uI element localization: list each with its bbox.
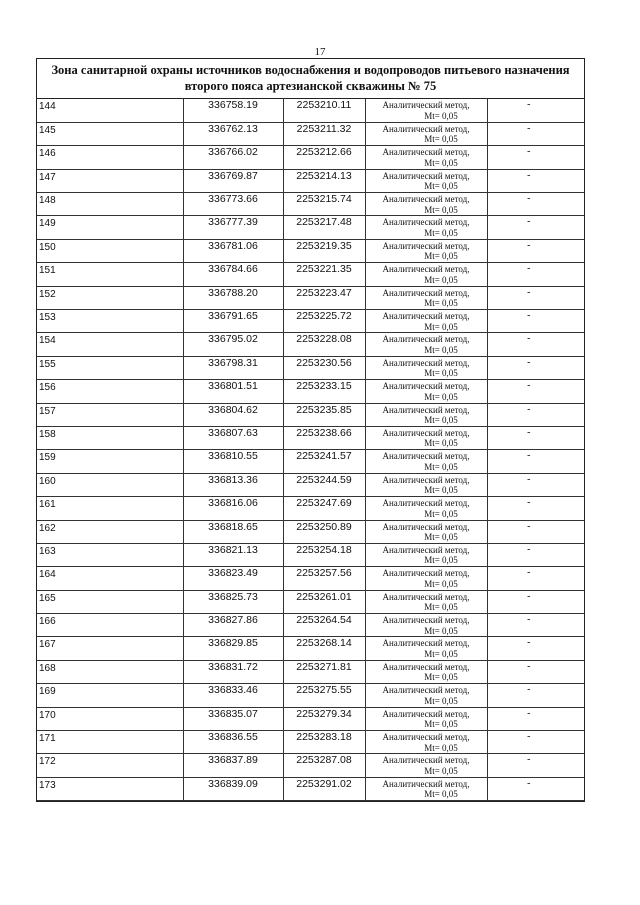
method-accuracy: Mt= 0,05 [424, 765, 458, 776]
empty-marker: - [487, 637, 584, 660]
point-number: 165 [37, 590, 183, 613]
coordinate-x: 336831.72 [183, 660, 283, 683]
method-accuracy: Mt= 0,05 [424, 555, 458, 566]
point-number: 162 [37, 520, 183, 543]
method-accuracy: Mt= 0,05 [424, 110, 458, 121]
table-row [37, 310, 584, 333]
method-cell [365, 450, 487, 473]
coordinate-x: 336825.73 [183, 590, 283, 613]
method-accuracy: Mt= 0,05 [424, 204, 458, 215]
method-accuracy: Mt= 0,05 [424, 719, 458, 730]
coordinate-x: 336801.51 [183, 380, 283, 403]
method-name: Аналитический метод, [382, 778, 470, 789]
coordinate-y: 2253244.59 [283, 473, 365, 496]
coordinate-x: 336791.65 [183, 310, 283, 333]
method-accuracy: Mt= 0,05 [424, 251, 458, 262]
coordinate-y: 2253235.85 [283, 403, 365, 426]
method-cell [365, 684, 487, 707]
empty-marker: - [487, 169, 584, 192]
coordinate-x: 336821.13 [183, 543, 283, 566]
empty-marker: - [487, 754, 584, 777]
empty-marker: - [487, 473, 584, 496]
coordinate-y: 2253268.14 [283, 637, 365, 660]
point-number: 149 [37, 216, 183, 239]
method-accuracy: Mt= 0,05 [424, 508, 458, 519]
method-name: Аналитический метод, [382, 381, 470, 392]
empty-marker: - [487, 777, 584, 800]
coordinate-y: 2253221.35 [283, 263, 365, 286]
table-row [37, 614, 584, 637]
coordinate-x: 336833.46 [183, 684, 283, 707]
method-name: Аналитический метод, [382, 521, 470, 532]
method-cell [365, 754, 487, 777]
table-row [37, 216, 584, 239]
method-accuracy: Mt= 0,05 [424, 438, 458, 449]
empty-marker: - [487, 684, 584, 707]
method-cell [365, 660, 487, 683]
method-accuracy: Mt= 0,05 [424, 274, 458, 285]
empty-marker: - [487, 543, 584, 566]
coordinate-y: 2253210.11 [283, 99, 365, 122]
method-cell [365, 707, 487, 730]
coordinate-y: 2253261.01 [283, 590, 365, 613]
method-name: Аналитический метод, [382, 264, 470, 275]
coordinate-y: 2253264.54 [283, 614, 365, 637]
point-number: 167 [37, 637, 183, 660]
coordinate-x: 336784.66 [183, 263, 283, 286]
table-row [37, 497, 584, 520]
method-name: Аналитический метод, [382, 474, 470, 485]
method-accuracy: Mt= 0,05 [424, 344, 458, 355]
point-number: 155 [37, 356, 183, 379]
point-number: 161 [37, 497, 183, 520]
point-number: 148 [37, 193, 183, 216]
method-cell [365, 99, 487, 122]
method-name: Аналитический метод, [382, 544, 470, 555]
coordinate-y: 2253211.32 [283, 122, 365, 145]
point-number: 158 [37, 426, 183, 449]
table-row [37, 263, 584, 286]
method-cell [365, 380, 487, 403]
method-accuracy: Mt= 0,05 [424, 134, 458, 145]
coordinate-x: 336762.13 [183, 122, 283, 145]
method-cell [365, 614, 487, 637]
coordinate-y: 2253219.35 [283, 239, 365, 262]
table-row [37, 146, 584, 169]
point-number: 159 [37, 450, 183, 473]
method-name: Аналитический метод, [382, 732, 470, 743]
empty-marker: - [487, 520, 584, 543]
table-row [37, 731, 584, 754]
coordinates-table-sheet [36, 58, 585, 802]
coordinate-y: 2253257.56 [283, 567, 365, 590]
method-accuracy: Mt= 0,05 [424, 227, 458, 238]
coordinate-y: 2253212.66 [283, 146, 365, 169]
coordinates-table [37, 99, 584, 801]
method-cell [365, 567, 487, 590]
method-accuracy: Mt= 0,05 [424, 415, 458, 426]
method-accuracy: Mt= 0,05 [424, 368, 458, 379]
method-name: Аналитический метод, [382, 661, 470, 672]
table-row [37, 286, 584, 309]
header-line-1: Зона санитарной охраны источников водоснабжения и водопроводов питьевого назначения [51, 63, 570, 77]
point-number: 163 [37, 543, 183, 566]
coordinate-x: 336795.02 [183, 333, 283, 356]
table-row [37, 707, 584, 730]
point-number: 171 [37, 731, 183, 754]
empty-marker: - [487, 263, 584, 286]
method-accuracy: Mt= 0,05 [424, 672, 458, 683]
coordinate-y: 2253275.55 [283, 684, 365, 707]
point-number: 172 [37, 754, 183, 777]
coordinate-y: 2253247.69 [283, 497, 365, 520]
method-name: Аналитический метод, [382, 638, 470, 649]
method-accuracy: Mt= 0,05 [424, 532, 458, 543]
header-line-2: второго пояса артезианской скважины № 75 [184, 79, 437, 93]
empty-marker: - [487, 380, 584, 403]
empty-marker: - [487, 707, 584, 730]
point-number: 152 [37, 286, 183, 309]
method-name: Аналитический метод, [382, 100, 470, 110]
method-accuracy: Mt= 0,05 [424, 742, 458, 753]
point-number: 154 [37, 333, 183, 356]
coordinate-x: 336813.36 [183, 473, 283, 496]
method-cell [365, 169, 487, 192]
method-cell [365, 543, 487, 566]
empty-marker: - [487, 731, 584, 754]
coordinate-y: 2253271.81 [283, 660, 365, 683]
table-row [37, 567, 584, 590]
method-name: Аналитический метод, [382, 123, 470, 134]
empty-marker: - [487, 356, 584, 379]
method-name: Аналитический метод, [382, 217, 470, 228]
method-accuracy: Mt= 0,05 [424, 578, 458, 589]
point-number: 145 [37, 122, 183, 145]
method-cell [365, 286, 487, 309]
coordinate-x: 336837.89 [183, 754, 283, 777]
method-name: Аналитический метод, [382, 708, 470, 719]
table-row [37, 684, 584, 707]
point-number: 170 [37, 707, 183, 730]
method-name: Аналитический метод, [382, 498, 470, 509]
table-row [37, 403, 584, 426]
method-cell [365, 777, 487, 800]
coordinate-x: 336810.55 [183, 450, 283, 473]
method-cell [365, 731, 487, 754]
table-row [37, 99, 584, 122]
method-cell [365, 520, 487, 543]
point-number: 160 [37, 473, 183, 496]
method-accuracy: Mt= 0,05 [424, 695, 458, 706]
point-number: 147 [37, 169, 183, 192]
method-name: Аналитический метод, [382, 591, 470, 602]
coordinate-x: 336829.85 [183, 637, 283, 660]
method-cell [365, 216, 487, 239]
method-cell [365, 637, 487, 660]
method-name: Аналитический метод, [382, 755, 470, 766]
method-cell [365, 403, 487, 426]
empty-marker: - [487, 660, 584, 683]
table-row [37, 520, 584, 543]
coordinate-y: 2253233.15 [283, 380, 365, 403]
table-row [37, 239, 584, 262]
method-accuracy: Mt= 0,05 [424, 789, 458, 800]
table-row [37, 543, 584, 566]
method-name: Аналитический метод, [382, 357, 470, 368]
coordinate-y: 2253241.57 [283, 450, 365, 473]
table-row [37, 777, 584, 800]
point-number: 173 [37, 777, 183, 800]
coordinate-y: 2253250.89 [283, 520, 365, 543]
method-name: Аналитический метод, [382, 311, 470, 322]
method-name: Аналитический метод, [382, 240, 470, 251]
method-accuracy: Mt= 0,05 [424, 625, 458, 636]
method-accuracy: Mt= 0,05 [424, 461, 458, 472]
method-cell [365, 356, 487, 379]
method-name: Аналитический метод, [382, 685, 470, 696]
method-accuracy: Mt= 0,05 [424, 321, 458, 332]
empty-marker: - [487, 614, 584, 637]
coordinate-y: 2253223.47 [283, 286, 365, 309]
method-name: Аналитический метод, [382, 404, 470, 415]
table-row [37, 356, 584, 379]
table-row [37, 122, 584, 145]
coordinate-x: 336836.55 [183, 731, 283, 754]
table-header [37, 59, 584, 99]
method-name: Аналитический метод, [382, 451, 470, 462]
page-number: 17 [314, 46, 326, 58]
empty-marker: - [487, 216, 584, 239]
point-number: 146 [37, 146, 183, 169]
method-cell [365, 333, 487, 356]
coordinate-x: 336777.39 [183, 216, 283, 239]
method-cell [365, 310, 487, 333]
method-name: Аналитический метод, [382, 287, 470, 298]
method-cell [365, 497, 487, 520]
table-row [37, 333, 584, 356]
empty-marker: - [487, 590, 584, 613]
method-name: Аналитический метод, [382, 615, 470, 626]
empty-marker: - [487, 146, 584, 169]
method-accuracy: Mt= 0,05 [424, 485, 458, 496]
method-name: Аналитический метод, [382, 194, 470, 205]
point-number: 144 [37, 99, 183, 122]
table-row [37, 426, 584, 449]
method-cell [365, 426, 487, 449]
table-row [37, 754, 584, 777]
coordinate-y: 2253238.66 [283, 426, 365, 449]
coordinate-x: 336823.49 [183, 567, 283, 590]
method-accuracy: Mt= 0,05 [424, 157, 458, 168]
coordinate-y: 2253225.72 [283, 310, 365, 333]
method-cell [365, 473, 487, 496]
table-row [37, 660, 584, 683]
coordinate-y: 2253217.48 [283, 216, 365, 239]
coordinate-x: 336798.31 [183, 356, 283, 379]
coordinate-x: 336781.06 [183, 239, 283, 262]
point-number: 153 [37, 310, 183, 333]
point-number: 164 [37, 567, 183, 590]
empty-marker: - [487, 99, 584, 122]
coordinate-x: 336835.07 [183, 707, 283, 730]
empty-marker: - [487, 403, 584, 426]
point-number: 151 [37, 263, 183, 286]
method-cell [365, 193, 487, 216]
method-cell [365, 122, 487, 145]
coordinate-x: 336773.66 [183, 193, 283, 216]
coordinate-y: 2253287.08 [283, 754, 365, 777]
point-number: 157 [37, 403, 183, 426]
method-accuracy: Mt= 0,05 [424, 602, 458, 613]
table-row [37, 193, 584, 216]
empty-marker: - [487, 286, 584, 309]
method-cell [365, 146, 487, 169]
method-name: Аналитический метод, [382, 334, 470, 345]
empty-marker: - [487, 426, 584, 449]
point-number: 168 [37, 660, 183, 683]
coordinate-x: 336807.63 [183, 426, 283, 449]
coordinate-y: 2253283.18 [283, 731, 365, 754]
empty-marker: - [487, 333, 584, 356]
coordinate-x: 336769.87 [183, 169, 283, 192]
coordinate-x: 336766.02 [183, 146, 283, 169]
table-row [37, 169, 584, 192]
empty-marker: - [487, 122, 584, 145]
empty-marker: - [487, 450, 584, 473]
coordinate-x: 336816.06 [183, 497, 283, 520]
point-number: 156 [37, 380, 183, 403]
method-name: Аналитический метод, [382, 568, 470, 579]
empty-marker: - [487, 239, 584, 262]
coordinate-y: 2253279.34 [283, 707, 365, 730]
table-row [37, 380, 584, 403]
table-row [37, 450, 584, 473]
empty-marker: - [487, 310, 584, 333]
coordinate-y: 2253230.56 [283, 356, 365, 379]
coordinate-x: 336839.09 [183, 777, 283, 800]
empty-marker: - [487, 497, 584, 520]
coordinate-y: 2253291.02 [283, 777, 365, 800]
point-number: 150 [37, 239, 183, 262]
coordinate-x: 336788.20 [183, 286, 283, 309]
method-name: Аналитический метод, [382, 427, 470, 438]
table-row [37, 637, 584, 660]
table-row [37, 590, 584, 613]
point-number: 166 [37, 614, 183, 637]
coordinate-x: 336827.86 [183, 614, 283, 637]
coordinate-y: 2253215.74 [283, 193, 365, 216]
empty-marker: - [487, 193, 584, 216]
method-cell [365, 239, 487, 262]
method-accuracy: Mt= 0,05 [424, 391, 458, 402]
coordinate-x: 336804.62 [183, 403, 283, 426]
method-accuracy: Mt= 0,05 [424, 181, 458, 192]
method-cell [365, 590, 487, 613]
method-accuracy: Mt= 0,05 [424, 648, 458, 659]
coordinate-x: 336758.19 [183, 99, 283, 122]
method-cell [365, 263, 487, 286]
empty-marker: - [487, 567, 584, 590]
coordinate-y: 2253228.08 [283, 333, 365, 356]
coordinate-y: 2253214.13 [283, 169, 365, 192]
coordinate-y: 2253254.18 [283, 543, 365, 566]
method-accuracy: Mt= 0,05 [424, 298, 458, 309]
table-row [37, 473, 584, 496]
method-name: Аналитический метод, [382, 147, 470, 158]
method-name: Аналитический метод, [382, 170, 470, 181]
point-number: 169 [37, 684, 183, 707]
coordinate-x: 336818.65 [183, 520, 283, 543]
